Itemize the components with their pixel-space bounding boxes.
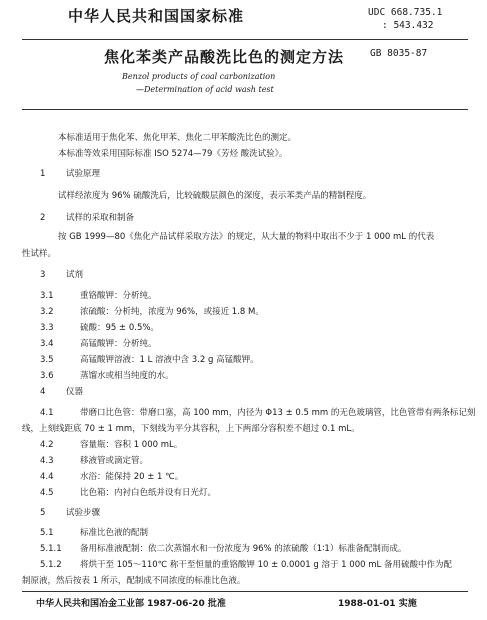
section-heading [40, 384, 486, 401]
section-1-text: 试样经浓度为 96% 硫酸洗后，比较硫酸层颜色的深度，表示苯类产品的精制程度。 [58, 191, 372, 201]
item-number: 4.2 [40, 440, 54, 450]
english-subtitle: —Determination of acid wash test [136, 85, 274, 94]
effective-date: 1988-01-01 实施 [338, 599, 417, 609]
list-item [40, 304, 486, 321]
item-number: 5.1 [40, 528, 54, 538]
section-heading [40, 166, 486, 183]
item-number: 4.1 [40, 408, 54, 418]
item-text: 蒸馏水或相当纯度的水。 [80, 371, 174, 381]
list-item [40, 336, 486, 353]
item-text: 高锰酸钾：分析纯。 [80, 339, 157, 349]
item-number: 3.3 [40, 323, 54, 333]
udc-code-continued: : 543.432 [382, 20, 434, 31]
section-number: 5 [40, 508, 46, 518]
item-text: 比色箱：内衬白色纸并设有日光灯。 [80, 488, 217, 498]
issuer: 中华人民共和国冶金工业部 1987-06-20 批准 [36, 599, 226, 609]
item-text: 容量瓶：容积 1 000 mL。 [80, 440, 183, 450]
item-number: 4.4 [40, 472, 54, 482]
item-number: 5.1.1 [40, 544, 62, 554]
section-2-text: 按 GB 1999—80《焦化产品试样采取方法》的规定，从大量的物料中取出不少于 1 000 mL 的代表 [58, 232, 435, 242]
document-title: 焦化苯类产品酸洗比色的测定方法 [104, 48, 345, 66]
item-number: 4.5 [40, 488, 54, 498]
section-title: 试样的采取和制备 [66, 213, 135, 223]
list-item [40, 437, 486, 454]
section-number: 1 [40, 169, 46, 179]
section-number: 2 [40, 213, 46, 223]
section-heading [40, 210, 486, 227]
item-text: 水浴：能保持 20 ± 1 ℃。 [80, 472, 184, 482]
section-title: 仪器 [66, 387, 84, 397]
item-text: 高锰酸钾溶液：1 L 溶液中含 3.2 g 高锰酸钾。 [80, 355, 259, 365]
item-number: 3.4 [40, 339, 54, 349]
udc-code: UDC 668.735.1 [368, 7, 443, 18]
list-item [40, 541, 486, 558]
list-item [40, 453, 486, 470]
item-text: 重铬酸钾：分析纯。 [80, 291, 157, 301]
item-text: 硫酸：95 ± 0.5%。 [80, 323, 159, 333]
header-rule [22, 39, 468, 40]
list-item [40, 352, 486, 369]
section-heading [40, 505, 486, 522]
list-item [40, 485, 486, 502]
item-text: 浓硫酸：分析纯，浓度为 96%，或接近 1.8 M。 [80, 307, 264, 317]
item-text-continued: 线，上刻线距底 70 ± 1 mm，下刻线为平分其容积，上下两部分容积差不超过 0.1 mL。 [22, 424, 360, 434]
section-number: 3 [40, 270, 46, 280]
item-text: 备用标准液配制：依二次蒸馏水和一份浓度为 96% 的浓硫酸（1∶1）标准备配制而成。 [80, 544, 407, 554]
intro-reference: 本标准等效采用国际标准 ISO 5274—79《芳烃 酸洗试验》。 [58, 149, 288, 159]
section-title: 试验原理 [66, 169, 101, 179]
list-item [40, 557, 486, 574]
item-number: 5.1.2 [40, 560, 62, 570]
section-number: 4 [40, 387, 46, 397]
item-text: 将烘干至 105～110℃ 称干至恒量的重铬酸钾 10 ± 0.0001 g 溶于 1 000 mL 备用硫酸中作为配 [80, 560, 452, 570]
footer-rule [22, 591, 468, 592]
list-item [40, 368, 486, 385]
section-heading [40, 267, 486, 284]
item-number: 4.3 [40, 456, 54, 466]
item-text: 标准比色液的配制 [80, 528, 149, 538]
list-item [40, 288, 486, 305]
list-item [40, 320, 486, 337]
section-2-text-continued: 性试样。 [22, 249, 57, 259]
item-number: 3.1 [40, 291, 54, 301]
item-text-continued: 制原液，然后按表 1 所示，配制成不同浓度的标准比色液。 [22, 576, 246, 586]
list-item [40, 405, 486, 422]
item-number: 3.6 [40, 371, 54, 381]
gb-number: GB 8035-87 [370, 48, 428, 59]
item-number: 3.5 [40, 355, 54, 365]
subsection-heading [40, 525, 486, 542]
item-text: 带磨口比色管：带磨口塞，高 100 mm，内径为 Φ13 ± 0.5 mm 的无色玻璃管，比色管带有两条标记刻 [80, 408, 476, 418]
standard-name: 中华人民共和国国家标准 [68, 7, 245, 25]
list-item [40, 469, 486, 486]
intro-scope: 本标准适用于焦化苯、焦化甲苯、焦化二甲苯酸洗比色的测定。 [58, 133, 297, 143]
section-title: 试剂 [66, 270, 84, 280]
section-title: 试验步骤 [66, 508, 101, 518]
title-rule [22, 109, 468, 110]
item-number: 3.2 [40, 307, 54, 317]
english-title: Benzol products of coal carbonization [122, 72, 276, 81]
item-text: 移液管或滴定管。 [80, 456, 149, 466]
